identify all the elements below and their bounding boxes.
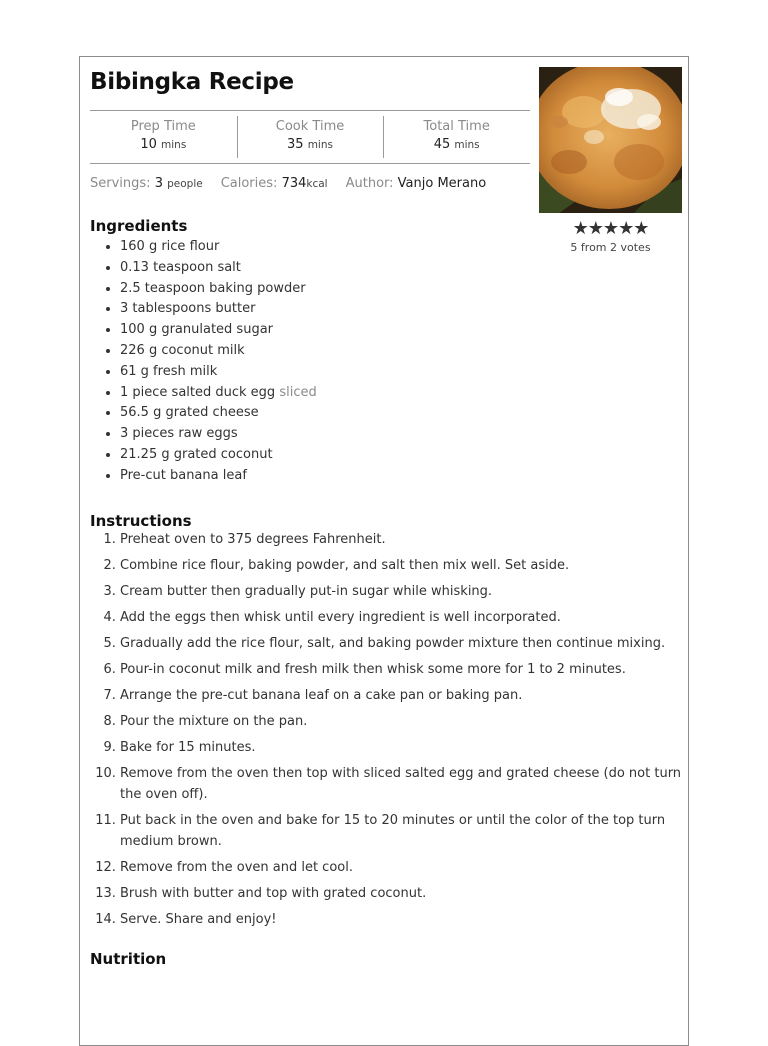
- ingredient-item: • 226 g coconut milk: [120, 341, 560, 362]
- total-time-unit: mins: [454, 139, 480, 151]
- instruction-step: 10. Remove from the oven then top with sliced salted egg and grated cheese (do not turn the oven off).: [120, 763, 685, 805]
- ingredient-note: sliced: [279, 384, 317, 400]
- prep-time: [90, 111, 237, 163]
- ingredient-item: • 100 g granulated sugar: [120, 320, 560, 341]
- instruction-step: 4. Add the eggs then whisk until every ingredient is well incorporated.: [120, 607, 685, 628]
- bibingka-photo-illustration: [539, 67, 682, 213]
- instruction-step: 9. Bake for 15 minutes.: [120, 737, 685, 758]
- instruction-step: 12. Remove from the oven and let cool.: [120, 857, 685, 878]
- recipe-title: Bibingka Recipe: [90, 69, 294, 95]
- servings-label: Servings:: [90, 176, 151, 191]
- cook-time-unit: mins: [307, 139, 333, 151]
- prep-time-number: 10: [140, 137, 157, 152]
- ingredient-item: • 21.25 g grated coconut: [120, 445, 560, 466]
- instruction-step: 6. Pour-in coconut milk and fresh milk then whisk some more for 1 to 2 minutes.: [120, 659, 685, 680]
- instruction-step: 11. Put back in the oven and bake for 15 to 20 minutes or until the color of the top turn medium brown.: [120, 810, 685, 852]
- cook-time: [237, 111, 384, 163]
- calories-label: Calories:: [220, 176, 278, 191]
- servings-value: 3: [154, 176, 163, 191]
- ingredient-item: • 61 g fresh milk: [120, 362, 560, 383]
- star-rating-icon[interactable]: ★★★★★: [572, 218, 649, 239]
- total-time-value: [383, 137, 530, 152]
- prep-time-value: [90, 137, 237, 152]
- cook-time-value: [237, 137, 384, 152]
- calories-value: 734: [281, 176, 307, 191]
- ingredient-item: • 2.5 teaspoon baking powder: [120, 279, 560, 300]
- rating-votes: 5 from 2 votes: [570, 241, 651, 254]
- ingredients-list: [90, 237, 560, 487]
- instruction-step: 7. Arrange the pre-cut banana leaf on a cake pan or baking pan.: [120, 685, 685, 706]
- cook-time-label: Cook Time: [275, 119, 345, 134]
- recipe-card: [79, 56, 689, 1046]
- ingredient-item: • Pre-cut banana leaf: [120, 466, 560, 487]
- total-time-label: Total Time: [423, 119, 490, 134]
- nutrition-heading: Nutrition: [90, 950, 167, 968]
- recipe-meta: [90, 176, 486, 191]
- instruction-step: 1. Preheat oven to 375 degrees Fahrenheit.: [120, 529, 685, 550]
- recipe-photo: [539, 67, 682, 213]
- ingredient-item: • 0.13 teaspoon salt: [120, 258, 560, 279]
- ingredients-heading: Ingredients: [90, 217, 188, 235]
- ingredient-item: • 3 tablespoons butter: [120, 299, 560, 320]
- cook-time-number: 35: [287, 137, 304, 152]
- instruction-step: 3. Cream butter then gradually put-in sugar while whisking.: [120, 581, 685, 602]
- calories-unit: kcal: [306, 178, 328, 190]
- author-label: Author:: [345, 176, 394, 191]
- ingredient-item: • 3 pieces raw eggs: [120, 424, 560, 445]
- ingredient-item: • 160 g rice flour: [120, 237, 560, 258]
- prep-time-label: Prep Time: [130, 119, 196, 134]
- ingredient-item: • 56.5 g grated cheese: [120, 403, 560, 424]
- author-name[interactable]: Vanjo Merano: [397, 176, 487, 191]
- instruction-step: 14. Serve. Share and enjoy!: [120, 909, 685, 930]
- instruction-step: 8. Pour the mixture on the pan.: [120, 711, 685, 732]
- prep-time-unit: mins: [161, 139, 187, 151]
- instructions-list: [90, 529, 685, 935]
- instruction-step: 13. Brush with butter and top with grated coconut.: [120, 883, 685, 904]
- ingredient-item: • 1 piece salted duck egg sliced: [120, 383, 560, 404]
- instructions-heading: Instructions: [90, 512, 192, 530]
- servings-unit: people: [167, 178, 203, 190]
- instruction-step: 2. Combine rice flour, baking powder, and salt then mix well. Set aside.: [120, 555, 685, 576]
- total-time: [383, 111, 530, 163]
- recipe-times: [90, 110, 530, 164]
- total-time-number: 45: [433, 137, 451, 152]
- recipe-rating[interactable]: [539, 219, 682, 254]
- instruction-step: 5. Gradually add the rice flour, salt, and baking powder mixture then continue mixing.: [120, 633, 685, 654]
